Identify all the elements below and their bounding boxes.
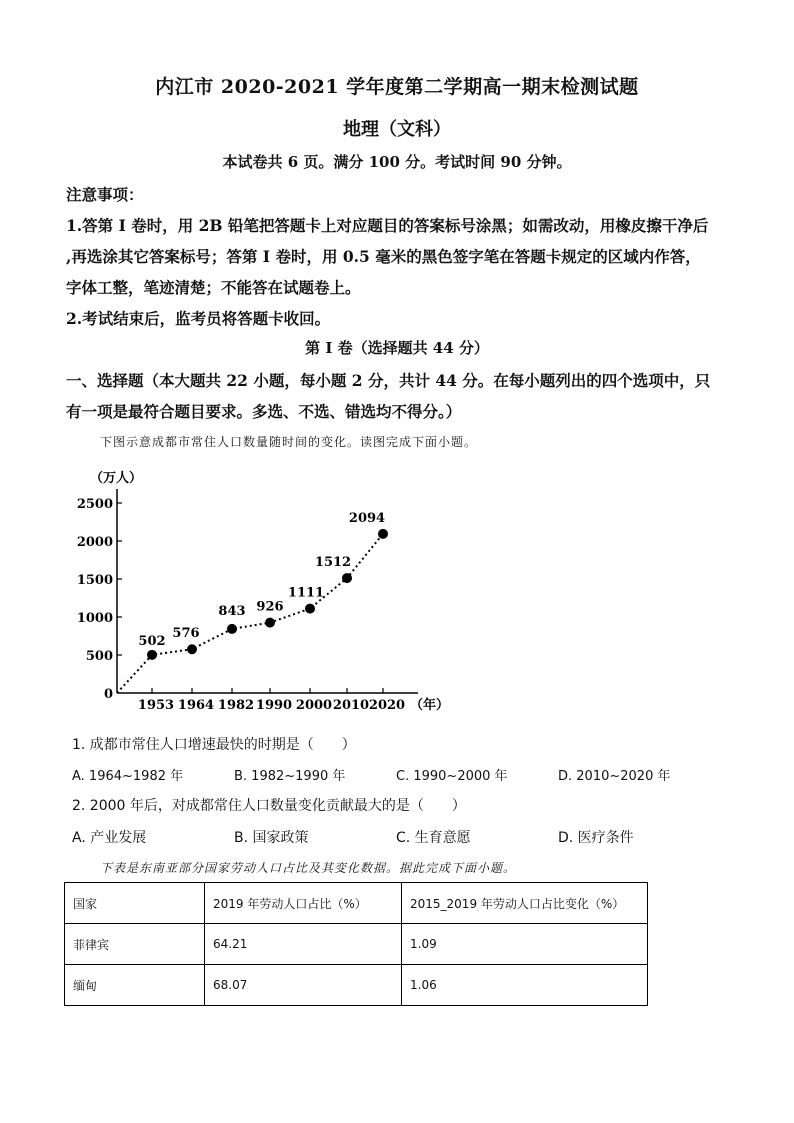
y-axis-label: （万人）: [90, 471, 143, 486]
notes-line-2: ,再选涂其它答案标号；答第 I 卷时，用 0.5 毫米的黑色签字笔在答题卡规定的区域内作答，: [66, 247, 701, 266]
x-tick-label: 2000: [295, 698, 333, 713]
question-2-option-b[interactable]: B. 国家政策: [234, 830, 309, 846]
data-point: [227, 624, 237, 634]
notes-line-4: 2.考试结束后，监考员将答题卡收回。: [66, 309, 331, 328]
data-point: [305, 604, 315, 614]
table-header-cell: 2015_2019 年劳动人口占比变化（%）: [402, 883, 648, 924]
data-label: 502: [138, 633, 166, 649]
table-cell: 缅甸: [65, 965, 205, 1006]
question-1-option-a[interactable]: A. 1964~1982 年: [72, 769, 184, 784]
data-label: 1111: [287, 585, 325, 601]
table-header-cell: 2019 年劳动人口占比（%）: [205, 883, 402, 924]
table-cell: 1.09: [402, 924, 648, 965]
chart-intro: 下图示意成都市常住人口数量随时间的变化。读图完成下面小题。: [100, 435, 478, 449]
y-tick-label: 1000: [76, 611, 113, 626]
question-1-option-d[interactable]: D. 2010~2020 年: [558, 769, 671, 784]
exam-title: 内江市 2020-2021 学年度第二学期高一期末检测试题: [155, 76, 639, 98]
data-point: [265, 618, 275, 628]
x-tick-label: 1982: [217, 698, 255, 713]
x-tick-label: 1953: [137, 698, 175, 713]
question-2-option-d[interactable]: D. 医疗条件: [558, 830, 634, 846]
y-tick-label: 2000: [76, 535, 113, 550]
question-2-option-c[interactable]: C. 生育意愿: [396, 830, 471, 846]
y-tick-label: 0: [103, 687, 113, 702]
data-label: 843: [218, 603, 246, 619]
table-header-cell: 国家: [65, 883, 205, 924]
y-tick-label: 500: [85, 649, 113, 664]
exam-subtitle: 地理（文科）: [343, 119, 451, 140]
table-cell: 1.06: [402, 965, 648, 1006]
labor-population-table: [64, 882, 648, 1006]
table-cell: 68.07: [205, 965, 402, 1006]
exam-info: 本试卷共 6 页。满分 100 分。考试时间 90 分钟。: [222, 153, 572, 171]
question-2-option-a[interactable]: A. 产业发展: [72, 830, 147, 846]
table-intro: 下表是东南亚部分国家劳动人口占比及其变化数据。据此完成下面小题。: [100, 861, 517, 875]
table-cell: 菲律宾: [65, 924, 205, 965]
table-row: [65, 924, 648, 965]
x-tick-label: 1964: [177, 698, 215, 713]
y-tick-label: 1500: [76, 573, 113, 588]
y-tick-label: 2500: [76, 497, 113, 512]
table-row: [65, 965, 648, 1006]
data-label: 1512: [314, 555, 352, 571]
section-title: 第 I 卷（选择题共 44 分）: [305, 339, 489, 357]
data-label: 926: [256, 599, 284, 615]
question-2-stem: 2. 2000 年后，对成都常住人口数量变化贡献最大的是（ ）: [72, 798, 466, 814]
section-instruction-2: 有一项是最符合题目要求。多选、不选、错选均不得分。）: [66, 402, 462, 421]
data-point: [378, 529, 388, 539]
section-instruction-1: 一、选择题（本大题共 22 小题，每小题 2 分，共计 44 分。在每小题列出的四个选项中，只: [66, 371, 711, 390]
question-1-option-c[interactable]: C. 1990~2000 年: [396, 769, 508, 784]
question-1-stem: 1. 成都市常住人口增速最快的时期是（ ）: [72, 737, 356, 753]
data-label: 576: [172, 626, 200, 642]
question-1-option-b[interactable]: B. 1982~1990 年: [234, 769, 346, 784]
x-tick-label: 2020: [368, 698, 406, 713]
notes-heading: 注意事项：: [66, 185, 144, 204]
data-point: [342, 573, 352, 583]
data-point: [187, 644, 197, 654]
table-cell: 64.21: [205, 924, 402, 965]
data-point: [147, 650, 157, 660]
notes-line-3: 字体工整，笔迹清楚；不能答在试题卷上。: [66, 278, 361, 297]
x-tick-label: 2010: [332, 698, 370, 713]
data-label: 2094: [348, 510, 386, 526]
table-header-row: [65, 883, 648, 924]
x-tick-label: 1990: [255, 698, 293, 713]
x-axis-label: （年）: [410, 698, 450, 713]
notes-line-1: 1.答第 I 卷时，用 2B 铅笔把答题卡上对应题目的答案标号涂黑；如需改动，用橡皮擦干净后: [66, 216, 709, 235]
